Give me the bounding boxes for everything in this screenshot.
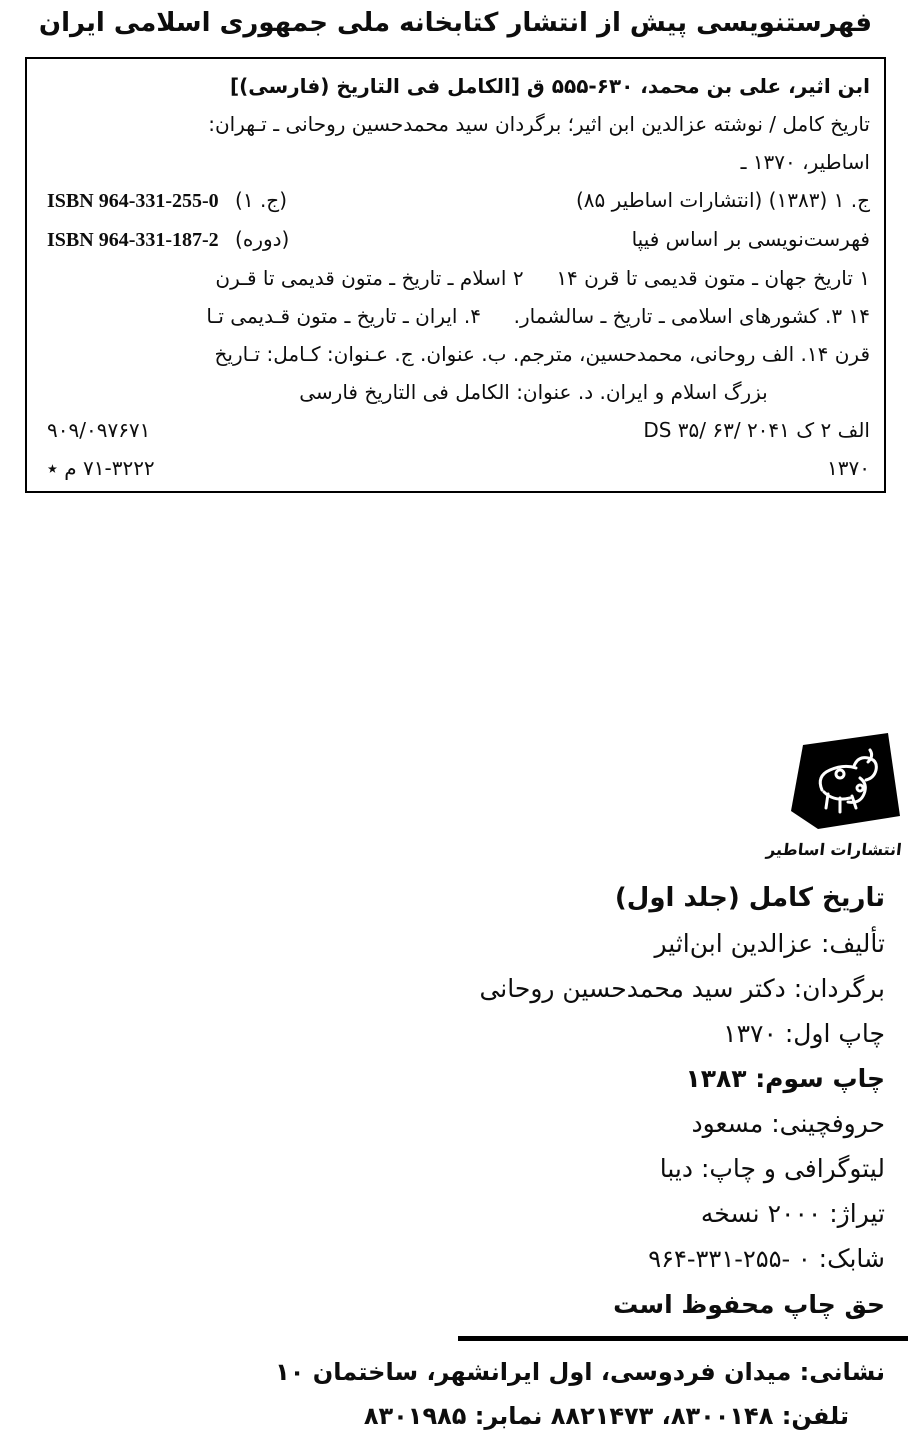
- cip-subjects-line-2: ۱۴ ۳. کشورهای اسلامی ـ تاریخ ـ سالشمار. ۴. ایران ـ تاریخ ـ متون قـدیمی تـا: [206, 304, 870, 328]
- publisher-address-line: نشانی: میدان فردوسی، اول ایرانشهر، ساختمان ۱۰: [275, 1358, 885, 1386]
- cip-subjects-line-1: ۱ تاریخ جهان ـ متون قدیمی تا قرن ۱۴ ۲ اسلام ـ تاریخ ـ متون قدیمی تا قـرن: [215, 266, 870, 290]
- cip-author-line: ابن اثیر، علی بن محمد، ۵۵۵‎-‎۶۳۰ ق [الکامل فی التاریخ (فارسی)]: [229, 74, 870, 98]
- cip-year: ۱۳۷۰: [827, 456, 870, 480]
- cip-header-title: فهرستنویسی پیش از انتشار کتابخانه ملی جمهوری اسلامی ایران: [38, 8, 873, 38]
- cip-row-nli: [47, 449, 870, 487]
- isbn-volume-group: [47, 181, 287, 220]
- first-print-line: چاپ اول: ۱۳۷۰: [723, 1019, 885, 1048]
- cip-title-statement-line: تاریخ کامل / نوشته عزالدین ابن اثیر؛ برگردان سید محمدحسین روحانی ـ تـهران:: [208, 112, 870, 136]
- author-line: تألیف: عزالدین ابن‌اثیر: [654, 929, 885, 958]
- colophon-block: [0, 876, 885, 1327]
- lc-call-number: DS ۳۵/ ۶۳/ الف ۲ ک ۲۰۴۱: [643, 418, 870, 442]
- cip-subjects-line-3: قرن ۱۴. الف روحانی، محمدحسین، مترجم. ب. عنوان. ج. عـنوان: کـامل: تـاریخ: [214, 342, 870, 366]
- circulation-line: تیراژ: ۲۰۰۰ نسخه: [700, 1199, 885, 1228]
- lithography-print-line: لیتوگرافی و چاپ: دیبا: [659, 1154, 885, 1183]
- third-print-line: چاپ سوم: ۱۳۸۳: [685, 1064, 885, 1093]
- cip-imprint-line: اساطیر، ۱۳۷۰ ـ: [740, 150, 870, 174]
- cip-row-set-isbn: [47, 220, 870, 259]
- book-title-line: تاریخ کامل (جلد اول): [614, 883, 885, 913]
- isbn-volume-number: ISBN 964-331-255-0: [47, 190, 219, 212]
- shabak-line: [0, 1236, 885, 1282]
- footer-divider-rule: [458, 1336, 908, 1341]
- dewey-class-number: ۹۰۹/۰۹۷۶۷۱: [47, 418, 151, 442]
- shabak-number: ۹۶۴-۳۳۱-۲۵۵- ۰: [648, 1245, 811, 1273]
- isbn-set-group: [47, 220, 289, 259]
- shabak-label: شابک:: [818, 1244, 885, 1273]
- isbn-volume-qualifier: (ج. ۱): [235, 188, 288, 212]
- translator-line: برگردان: دکتر سید محمدحسین روحانی: [479, 974, 885, 1003]
- typesetting-line: حروفچینی: مسعود: [691, 1109, 885, 1138]
- copyright-line: حق چاپ محفوظ است: [613, 1290, 885, 1319]
- publisher-logo-caption: انتشارات اساطیر: [765, 840, 903, 859]
- cip-catalog-box: [25, 57, 886, 493]
- nli-record-group: [47, 449, 155, 487]
- cip-edition-note: ج. ۱ (۱۳۸۳) (انتشارات اساطیر ۸۵): [575, 188, 870, 212]
- isbn-set-number: ISBN 964-331-187-2: [47, 229, 219, 251]
- cip-subjects-line-4: بزرگ اسلام و ایران. د. عنوان: الکامل فی التاریخ فارسی: [299, 380, 768, 404]
- isbn-set-qualifier: (دوره): [235, 227, 290, 251]
- asatir-publisher-stamp-logo-icon: [788, 732, 900, 832]
- cip-row-call-numbers: [47, 411, 870, 449]
- cip-fipa-note: فهرست‌نویسی بر اساس فیپا: [631, 227, 870, 251]
- cip-row-volume-isbn: [47, 181, 870, 220]
- publisher-phone-line: تلفن: ۸۳۰۰۱۴۸، ۸۸۲۱۴۷۳ نمابر: ۸۳۰۱۹۸۵: [363, 1402, 849, 1430]
- asterisk-mark-icon: ٭: [47, 456, 58, 480]
- nli-record-number: م ۷۱-۳۲۲۲: [64, 456, 155, 480]
